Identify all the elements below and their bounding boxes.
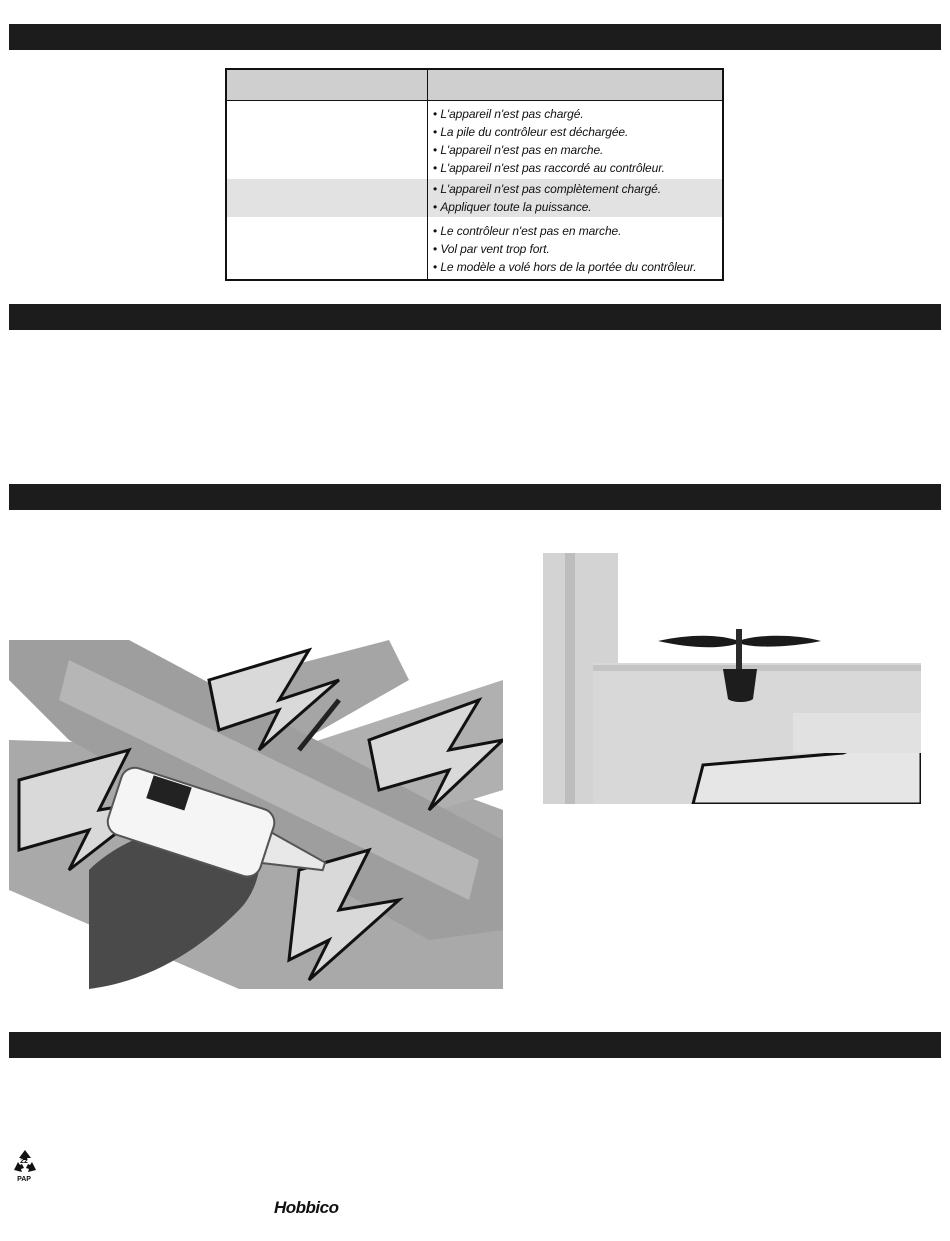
section-header-bar <box>9 24 941 50</box>
table-header-row <box>227 70 722 101</box>
section-header-bar <box>9 304 941 330</box>
cause-item: • L'appareil n'est pas raccordé au contrôleur. <box>433 159 665 177</box>
tail-propeller-photo <box>543 553 921 804</box>
cause-item: • L'appareil n'est pas en marche. <box>433 141 665 159</box>
cause-item: • La pile du contrôleur est déchargée. <box>433 123 665 141</box>
cause-item: • Le modèle a volé hors de la portée du contrôleur. <box>433 258 697 276</box>
recycle-code: PAP <box>17 1176 31 1183</box>
section-header-bar <box>9 484 941 510</box>
cause-list <box>433 105 665 177</box>
cause-item: • Le contrôleur n'est pas en marche. <box>433 222 697 240</box>
hobbico-logo: Hobbico <box>274 1198 339 1217</box>
recycle-icon <box>10 1148 40 1186</box>
section-header-bar <box>9 1032 941 1058</box>
plane-glue-photo <box>9 640 503 989</box>
recycle-number: 22 <box>20 1158 28 1165</box>
table-row <box>227 101 722 179</box>
cause-item: • Vol par vent trop fort. <box>433 240 697 258</box>
table-row <box>227 217 722 279</box>
troubleshooting-table <box>225 68 724 281</box>
cause-item: • L'appareil n'est pas chargé. <box>433 105 665 123</box>
cause-list <box>433 222 697 276</box>
column-divider <box>427 70 428 279</box>
table-row <box>227 179 722 217</box>
cause-item: • L'appareil n'est pas complètement chargé. <box>433 180 661 198</box>
cause-item: • Appliquer toute la puissance. <box>433 198 661 216</box>
cause-list <box>433 180 661 216</box>
